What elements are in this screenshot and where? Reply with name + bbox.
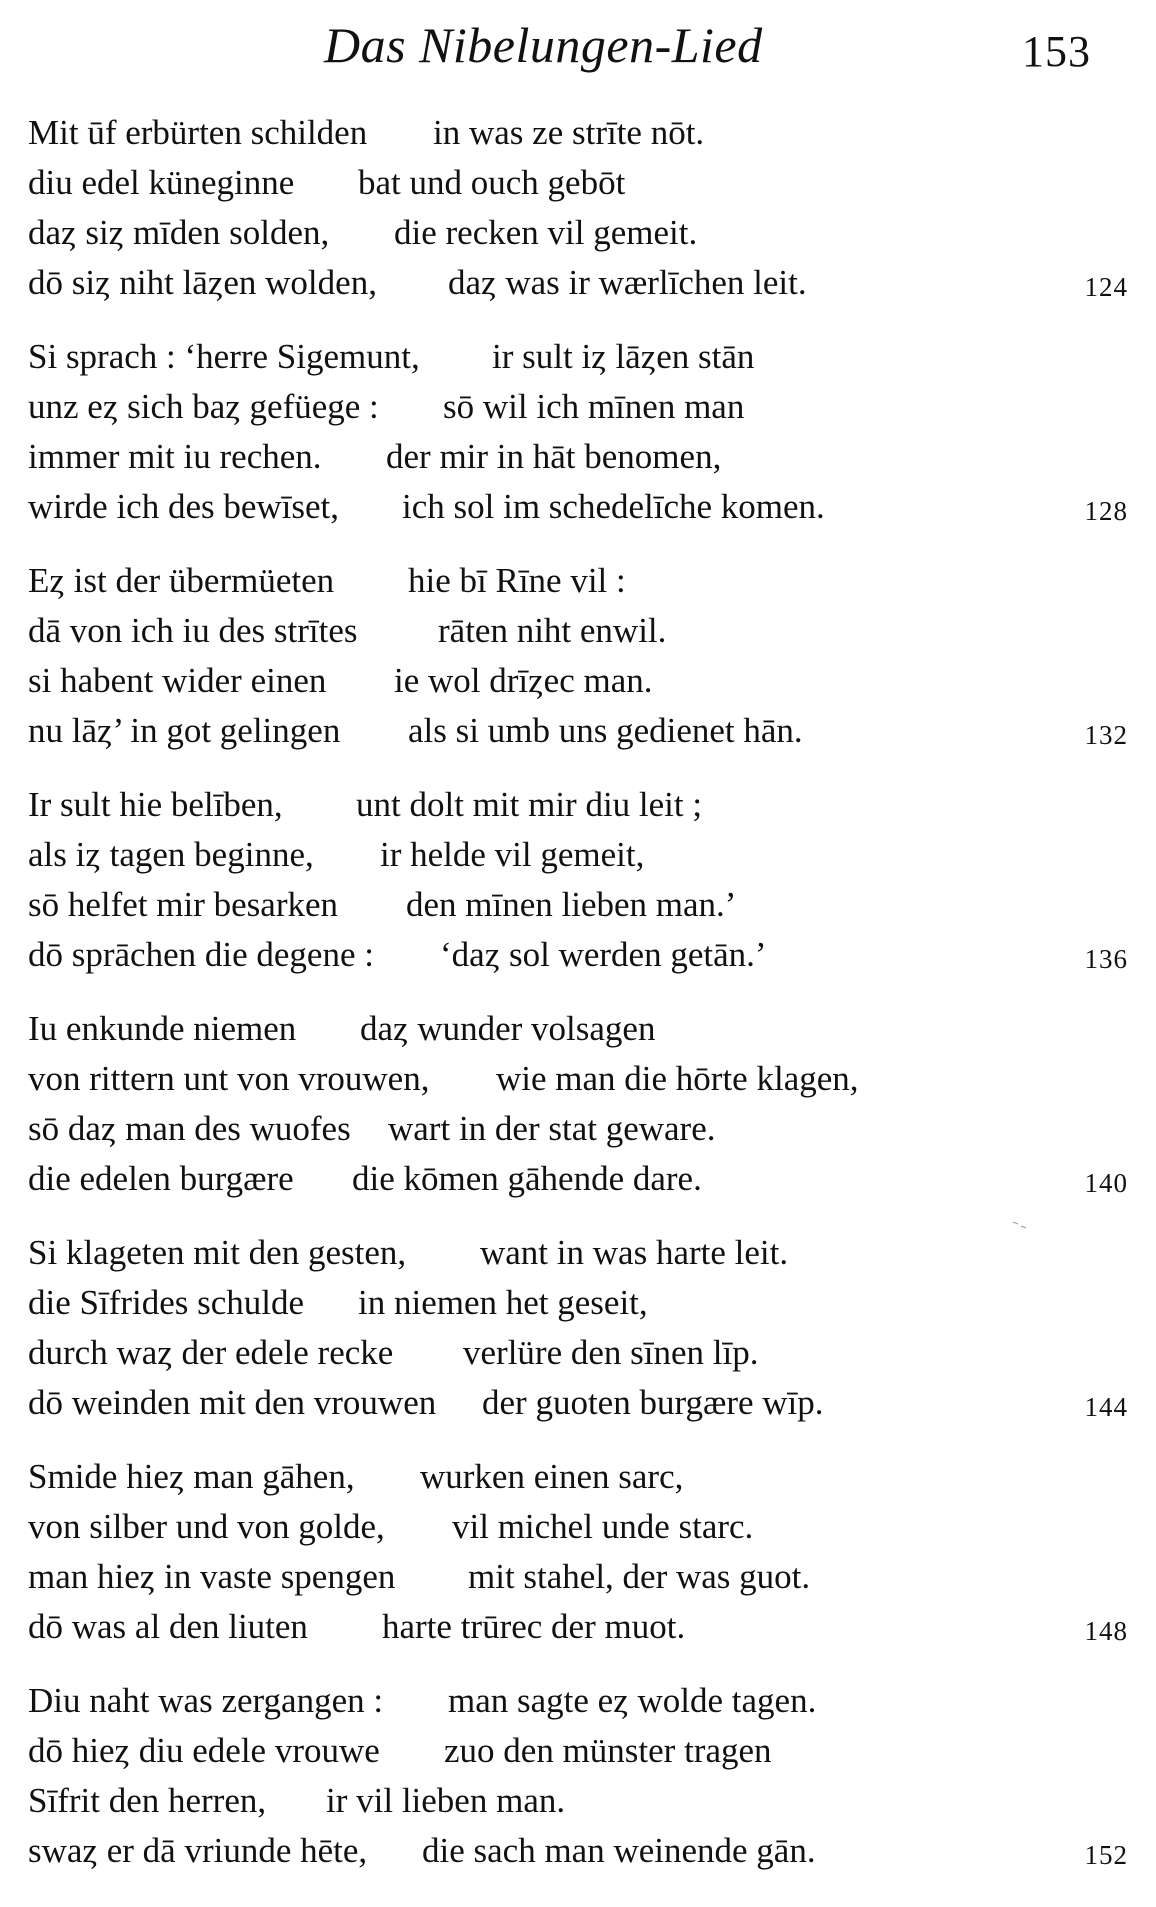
- verse-first-half: dā von ich iu des strītes: [28, 611, 358, 650]
- stanza-line-number: 128: [1084, 496, 1128, 526]
- verse-line: [28, 1452, 1128, 1502]
- verse-line: [28, 1228, 1128, 1278]
- verse-line: [28, 1004, 1128, 1054]
- verse-first-half: man hieȥ in vaste spengen: [28, 1557, 396, 1596]
- verse-line: [28, 1054, 1128, 1104]
- stanza: [28, 1004, 1128, 1228]
- verse-first-half: Si klageten mit den gesten,: [28, 1233, 407, 1272]
- verse-second-half: daȥ wunder volsagen: [360, 1009, 656, 1048]
- verse-line: [28, 1676, 1128, 1726]
- verse-second-half: wart in der stat geware.: [388, 1109, 716, 1148]
- stanza-line-number: 124: [1084, 272, 1128, 302]
- verse-second-half: der guoten burgære wīp.: [482, 1383, 824, 1422]
- verse-line: [28, 880, 1128, 930]
- verse-line: [28, 830, 1128, 880]
- verse-second-half: ir vil lieben man.: [326, 1781, 566, 1820]
- verse-second-half: ie wol drīȥec man.: [394, 661, 653, 700]
- verse-line: [28, 1278, 1128, 1328]
- verse-first-half: swaȥ er dā vriunde hēte,: [28, 1831, 368, 1870]
- stanza-line-number: 132: [1084, 720, 1128, 750]
- verse-second-half: in niemen het geseit,: [358, 1283, 648, 1322]
- verse-line: [28, 258, 1128, 308]
- verse-first-half: dō was al den liuten: [28, 1607, 308, 1646]
- verse-line: [28, 108, 1128, 158]
- verse-first-half: Iu enkunde niemen: [28, 1009, 297, 1048]
- stanza-line-number: 148: [1084, 1616, 1128, 1646]
- verse-second-half: wie man die hōrte klagen,: [496, 1059, 859, 1098]
- verse-second-half: den mīnen lieben man.’: [406, 885, 737, 924]
- verse-line: [28, 606, 1128, 656]
- stanza-line-number: 140: [1084, 1168, 1128, 1198]
- verse-second-half: zuo den münster tragen: [444, 1731, 772, 1770]
- stanza: [28, 332, 1128, 556]
- verse-line: [28, 382, 1128, 432]
- verse-second-half: ich sol im schedelīche komen.: [402, 487, 825, 526]
- verse-first-half: Si sprach : ‘herre Sigemunt,: [28, 337, 420, 376]
- verse-first-half: diu edel küneginne: [28, 163, 295, 202]
- stanza-line-number: 136: [1084, 944, 1128, 974]
- verse-line: [28, 482, 1128, 532]
- stanza: [28, 780, 1128, 1004]
- stanza-line-number: 152: [1084, 1840, 1128, 1870]
- verse-line: [28, 1726, 1128, 1776]
- verse-first-half: dō sprāchen die degene :: [28, 935, 374, 974]
- verse-first-half: sō helfet mir besarken: [28, 885, 339, 924]
- verse-first-half: von rittern unt von vrouwen,: [28, 1059, 430, 1098]
- verse-line: [28, 1602, 1128, 1652]
- verse-second-half: rāten niht enwil.: [438, 611, 667, 650]
- verse-second-half: in was ze strīte nōt.: [433, 113, 705, 152]
- verse-line: [28, 1378, 1128, 1428]
- verse-first-half: daȥ siȥ mīden solden,: [28, 213, 330, 252]
- stanza: [28, 1676, 1128, 1900]
- verse-first-half: nu lāȥ’ in got gelingen: [28, 711, 341, 750]
- verse-first-half: durch waȥ der edele recke: [28, 1333, 394, 1372]
- verse-second-half: ir helde vil gemeit,: [380, 835, 645, 874]
- verse-second-half: als si umb uns gedienet hān.: [408, 711, 803, 750]
- verse-first-half: wirde ich des bewīset,: [28, 487, 340, 526]
- verse-first-half: Smide hieȥ man gāhen,: [28, 1457, 355, 1496]
- stanza: [28, 108, 1128, 332]
- stanza-line-number: 144: [1084, 1392, 1128, 1422]
- verse-second-half: hie bī Rīne vil :: [408, 561, 626, 600]
- stanza: [28, 1228, 1128, 1452]
- verse-line: [28, 208, 1128, 258]
- verse-line: [28, 556, 1128, 606]
- verse-first-half: von silber und von golde,: [28, 1507, 385, 1546]
- verse-first-half: Eȥ ist der übermüeten: [28, 561, 335, 600]
- verse-line: [28, 1776, 1128, 1826]
- verse-first-half: die Sīfrides schulde: [28, 1283, 305, 1322]
- stanza: [28, 1452, 1128, 1676]
- verse-first-half: si habent wider einen: [28, 661, 327, 700]
- page-header: [0, 12, 1156, 82]
- verse-first-half: immer mit iu rechen.: [28, 437, 322, 476]
- stanza: [28, 556, 1128, 780]
- verse-second-half: unt dolt mit mir diu leit ;: [356, 785, 703, 824]
- verse-first-half: dō weinden mit den vrouwen: [28, 1383, 437, 1422]
- poem-body: [28, 108, 1128, 1900]
- verse-line: [28, 930, 1128, 980]
- verse-first-half: Sīfrit den herren,: [28, 1781, 267, 1820]
- verse-second-half: vil michel unde starc.: [452, 1507, 754, 1546]
- verse-second-half: ‘daȥ sol werden getān.’: [440, 935, 767, 974]
- verse-first-half: Ir sult hie belīben,: [28, 785, 283, 824]
- verse-second-half: bat und ouch gebōt: [358, 163, 626, 202]
- verse-line: [28, 432, 1128, 482]
- page-number: 153: [1022, 27, 1091, 76]
- verse-first-half: Mit ūf erbürten schilden: [28, 113, 368, 152]
- verse-line: [28, 1552, 1128, 1602]
- verse-first-half: unz eȥ sich baȥ gefüege :: [28, 387, 379, 426]
- verse-first-half: die edelen burgære: [28, 1159, 294, 1198]
- running-title: Das Nibelungen-Lied: [324, 17, 763, 73]
- verse-second-half: der mir in hāt benomen,: [386, 437, 722, 476]
- verse-first-half: als iȥ tagen beginne,: [28, 835, 314, 874]
- verse-second-half: ir sult iȥ lāȥen stān: [492, 337, 755, 376]
- verse-second-half: want in was harte leit.: [480, 1233, 789, 1272]
- verse-second-half: die sach man weinende gān.: [422, 1831, 816, 1870]
- verse-line: [28, 158, 1128, 208]
- verse-line: [28, 706, 1128, 756]
- verse-second-half: daȥ was ir wærlīchen leit.: [448, 263, 807, 302]
- verse-first-half: dō hieȥ diu edele vrouwe: [28, 1731, 380, 1770]
- verse-second-half: verlüre den sīnen līp.: [463, 1333, 759, 1372]
- verse-second-half: die kōmen gāhende dare.: [352, 1159, 702, 1198]
- verse-line: [28, 780, 1128, 830]
- verse-line: [28, 332, 1128, 382]
- verse-first-half: sō daȥ man des wuofes: [28, 1109, 351, 1148]
- verse-second-half: man sagte eȥ wolde tagen.: [448, 1681, 817, 1720]
- verse-second-half: harte trūrec der muot.: [382, 1607, 686, 1646]
- verse-line: [28, 1826, 1128, 1876]
- verse-first-half: dō siȥ niht lāȥen wolden,: [28, 263, 377, 302]
- verse-second-half: wurken einen sarc,: [420, 1457, 684, 1496]
- verse-first-half: Diu naht was zergangen :: [28, 1681, 384, 1720]
- verse-second-half: sō wil ich mīnen man: [443, 387, 745, 426]
- verse-line: [28, 1154, 1128, 1204]
- verse-second-half: die recken vil gemeit.: [394, 213, 698, 252]
- paper-speck-mark: [1012, 1220, 1030, 1230]
- verse-line: [28, 1104, 1128, 1154]
- verse-line: [28, 1502, 1128, 1552]
- verse-line: [28, 656, 1128, 706]
- verse-line: [28, 1328, 1128, 1378]
- verse-second-half: mit stahel, der was guot.: [468, 1557, 811, 1596]
